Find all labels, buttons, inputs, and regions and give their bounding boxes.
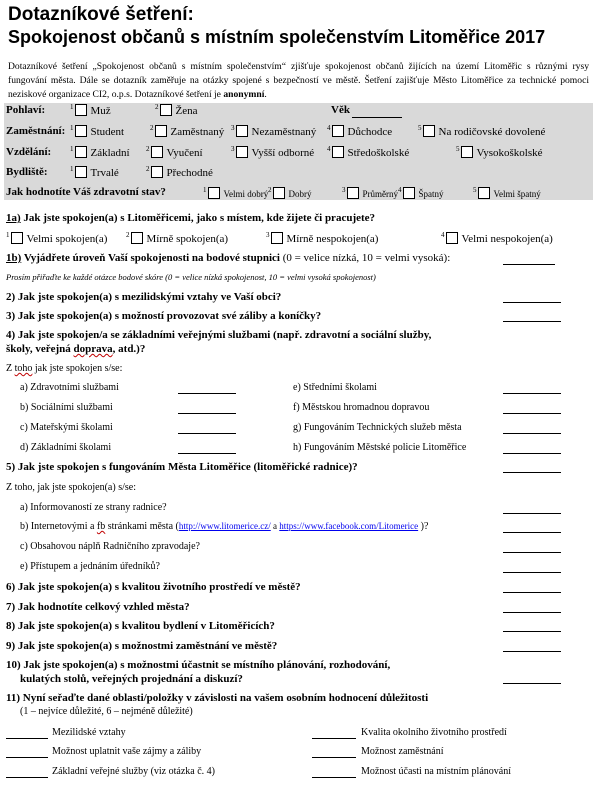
q4-e-answer-line[interactable] — [503, 393, 561, 394]
intro-paragraph: Dotazníkové šetření „Spokojenost občanů s místním společenstvím“ zjišťuje spokojenost občanů žijících na území Litoměřic s různými rysy fungování města. Dále se dotazník zaměřuje na otázky spojené s bezpečností ve městě. Šetření zajišťuje Město Litoměřice za technické pomoci neziskové organizace CI2, o.p.s. Dotazníkové šetření je anonymní. — [8, 61, 589, 100]
checkbox[interactable] — [273, 187, 285, 199]
checkbox[interactable] — [151, 166, 163, 178]
page-subtitle: Spokojenost občanů s místním společenstvím Litoměřice 2017 — [8, 27, 546, 47]
question-8: 8) Jak jste spokojen(a) s kvalitou bydlení v Litoměřicích? — [6, 620, 275, 632]
question-11: 11) Nyní seřaďte dané oblasti/položky v závislosti na vašem osobním hodnocení důležitosti — [6, 692, 429, 704]
health-question: Jak hodnotíte Váš zdravotní stav? — [6, 186, 166, 198]
q11-rank-line-5[interactable] — [6, 777, 48, 778]
q4-item-g: g) Fungováním Technických služeb města — [293, 422, 462, 433]
q10-answer-line[interactable] — [503, 683, 561, 684]
q4-item-c: c) Mateřskými školami — [20, 422, 113, 433]
facebook-link[interactable]: https://www.facebook.com/Litomerice — [279, 521, 419, 531]
checkbox[interactable] — [446, 232, 458, 244]
question-6: 6) Jak jste spokojen(a) s kvalitou životního prostředí ve městě? — [6, 581, 301, 593]
gender-option-male[interactable]: $^1$ Muž — [70, 103, 111, 117]
education-label: Vzdělání: — [6, 146, 52, 158]
q11-rank-line-2[interactable] — [312, 738, 356, 739]
q4-g-answer-line[interactable] — [503, 433, 561, 434]
q3-answer-line[interactable] — [503, 321, 561, 322]
education-option-higher-vocational[interactable]: $^3$ Vyšší odborné — [231, 145, 315, 159]
website-link[interactable]: http://www.litomerice.cz/ — [178, 521, 271, 531]
q4-a-answer-line[interactable] — [178, 393, 236, 394]
education-option-basic[interactable]: $^1$ Základní — [70, 145, 130, 159]
question-1b: 1b) Vyjádřete úroveň Vaší spokojenosti na bodové stupnici (0 = velice nízká, 10 = velmi vysoká): — [6, 252, 451, 264]
checkbox[interactable] — [208, 187, 220, 199]
employment-option-parental-leave[interactable]: $^5$ Na rodičovské dovolené — [418, 124, 546, 138]
checkbox[interactable] — [236, 146, 248, 158]
education-option-secondary[interactable]: $^4$ Středoškolské — [327, 145, 410, 159]
employment-option-employed[interactable]: $^2$ Zaměstnaný — [150, 124, 225, 138]
q5-e-answer-line[interactable] — [503, 572, 561, 573]
checkbox[interactable] — [461, 146, 473, 158]
q1a-option-very-satisfied[interactable]: $^1$ Velmi spokojen(a) — [6, 231, 108, 245]
checkbox[interactable] — [160, 104, 172, 116]
checkbox[interactable] — [271, 232, 283, 244]
age-label: Věk — [331, 104, 350, 116]
question-1a: 1a) Jak jste spokojen(a) s Litoměřicemi, jako s místem, kde žijete či pracujete? — [6, 212, 376, 224]
checkbox[interactable] — [478, 187, 490, 199]
q4-c-answer-line[interactable] — [178, 433, 236, 434]
health-option-very-bad[interactable]: $^5$ Velmi špatný — [473, 186, 541, 199]
checkbox[interactable] — [75, 125, 87, 137]
housing-option-temporary[interactable]: $^2$ Přechodné — [146, 165, 213, 179]
question-2: 2) Jak jste spokojen(a) s mezilidskými vztahy ve Vaší obci? — [6, 291, 282, 303]
checkbox[interactable] — [347, 187, 359, 199]
housing-option-permanent[interactable]: $^1$ Trvalé — [70, 165, 119, 179]
education-option-vocational[interactable]: $^2$ Vyučení — [146, 145, 203, 159]
housing-label: Bydliště: — [6, 166, 48, 178]
checkbox[interactable] — [11, 232, 23, 244]
q1b-note: Prosím přiřaďte ke každé otázce bodové skóre (0 = velice nízká spokojenost, 10 = velmi vysoká spokojenost) — [6, 272, 376, 282]
q11-rank-line-6[interactable] — [312, 777, 356, 778]
q1a-option-slightly-dissatisfied[interactable]: $^3$ Mírně nespokojen(a) — [266, 231, 379, 245]
gender-option-female[interactable]: $^2$ Žena — [155, 103, 198, 117]
q4-item-f: f) Městskou hromadnou dopravou — [293, 402, 430, 413]
q11-rank-line-4[interactable] — [312, 757, 356, 758]
health-option-good[interactable]: $^2$ Dobrý — [268, 186, 312, 199]
q4-f-answer-line[interactable] — [503, 413, 561, 414]
employment-option-retired[interactable]: $^4$ Důchodce — [327, 124, 393, 138]
q11-item-employment: Možnost zaměstnání — [361, 746, 444, 757]
q4-b-answer-line[interactable] — [178, 413, 236, 414]
checkbox[interactable] — [131, 232, 143, 244]
q11-item-planning: Možnost účasti na místním plánování — [361, 766, 511, 777]
q5-item-b: b) Internetovými a fb stránkami města (http://www.litomerice.cz/ a https://www.facebook.com/Litomerice )? — [20, 521, 429, 532]
employment-option-student[interactable]: $^1$ Student — [70, 124, 125, 138]
health-option-average[interactable]: $^3$ Průměrný — [342, 186, 398, 199]
q1a-option-slightly-satisfied[interactable]: $^2$ Mírně spokojen(a) — [126, 231, 229, 245]
q5-item-a: a) Informovaností ze strany radnice? — [20, 502, 167, 513]
checkbox[interactable] — [403, 187, 415, 199]
q5-item-e: e) Přístupem a jednáním úředníků? — [20, 561, 160, 572]
q5-c-answer-line[interactable] — [503, 552, 561, 553]
checkbox[interactable] — [151, 146, 163, 158]
checkbox[interactable] — [75, 146, 87, 158]
checkbox[interactable] — [75, 166, 87, 178]
health-option-bad[interactable]: $^4$ Špatný — [398, 186, 444, 199]
q11-item-environment: Kvalita okolního životního prostředí — [361, 727, 507, 738]
q11-rank-line-1[interactable] — [6, 738, 48, 739]
age-field[interactable] — [352, 117, 402, 118]
question-3: 3) Jak jste spokojen(a) s možností provozovat své záliby a koníčky? — [6, 310, 322, 322]
question-4: 4) Jak jste spokojen/a se základními veřejnými službami (např. zdravotní a sociální služby, — [6, 329, 432, 341]
q11-item-hobbies: Možnost uplatnit vaše zájmy a záliby — [52, 746, 202, 757]
q4-item-h: h) Fungováním Městské policie Litoměřice — [293, 442, 467, 453]
checkbox[interactable] — [423, 125, 435, 137]
q5-item-c: c) Obsahovou náplň Radničního zpravodaje? — [20, 541, 200, 552]
q5-a-answer-line[interactable] — [503, 513, 561, 514]
q11-item-public-services: Základní veřejné služby (viz otázka č. 4) — [52, 766, 215, 777]
q9-answer-line[interactable] — [503, 651, 561, 652]
q4-item-a: a) Zdravotními službami — [20, 382, 119, 393]
question-7: 7) Jak hodnotíte celkový vzhled města? — [6, 601, 190, 613]
education-option-university[interactable]: $^5$ Vysokoškolské — [456, 145, 543, 159]
question-4-cont: školy, veřejná doprava, atd.)? — [6, 343, 146, 355]
q11-item-relations: Mezilidské vztahy — [52, 727, 126, 738]
gender-label: Pohlaví: — [6, 104, 46, 116]
question-5: 5) Jak jste spokojen s fungováním Města Litoměřice (litoměřické radnice)? — [6, 461, 358, 473]
q8-answer-line[interactable] — [503, 631, 561, 632]
q2-answer-line[interactable] — [503, 302, 561, 303]
q4-item-d: d) Základními školami — [20, 442, 112, 453]
checkbox[interactable] — [332, 125, 344, 137]
q4-item-b: b) Sociálními službami — [20, 402, 113, 413]
q5-b-answer-line[interactable] — [503, 532, 561, 533]
q5-intro: Z toho, jak jste spokojen(a) s/se: — [6, 482, 136, 493]
checkbox[interactable] — [332, 146, 344, 158]
question-10-cont: kulatých stolů, veřejných projednání a diskuzí? — [20, 673, 243, 685]
page-title: Dotazníkové šetření: — [8, 4, 194, 25]
q4-d-answer-line[interactable] — [178, 453, 236, 454]
health-option-very-good[interactable]: $^1$ Velmi dobrý — [203, 186, 269, 199]
checkbox[interactable] — [155, 125, 167, 137]
q4-item-e: e) Středními školami — [293, 382, 377, 393]
q1b-answer-line[interactable] — [503, 264, 555, 265]
q4-intro: Z toho jak jste spokojen s/se: — [6, 363, 123, 374]
question-10: 10) Jak jste spokojen(a) s možnostmi účastnit se místního plánování, rozhodování, — [6, 659, 391, 671]
employment-option-unemployed[interactable]: $^3$ Nezaměstnaný — [231, 124, 317, 138]
q4-h-answer-line[interactable] — [503, 453, 561, 454]
employment-label: Zaměstnání: — [6, 125, 66, 137]
q11-rank-line-3[interactable] — [6, 757, 48, 758]
question-9: 9) Jak jste spokojen(a) s možnostmi zaměstnání ve městě? — [6, 640, 278, 652]
checkbox[interactable] — [236, 125, 248, 137]
q6-answer-line[interactable] — [503, 592, 561, 593]
q7-answer-line[interactable] — [503, 612, 561, 613]
checkbox[interactable] — [75, 104, 87, 116]
q1a-option-very-dissatisfied[interactable]: $^4$ Velmi nespokojen(a) — [441, 231, 553, 245]
q5-answer-line[interactable] — [503, 472, 561, 473]
question-11-scale: (1 – nejvíce důležité, 6 – nejméně důležité) — [20, 706, 193, 717]
